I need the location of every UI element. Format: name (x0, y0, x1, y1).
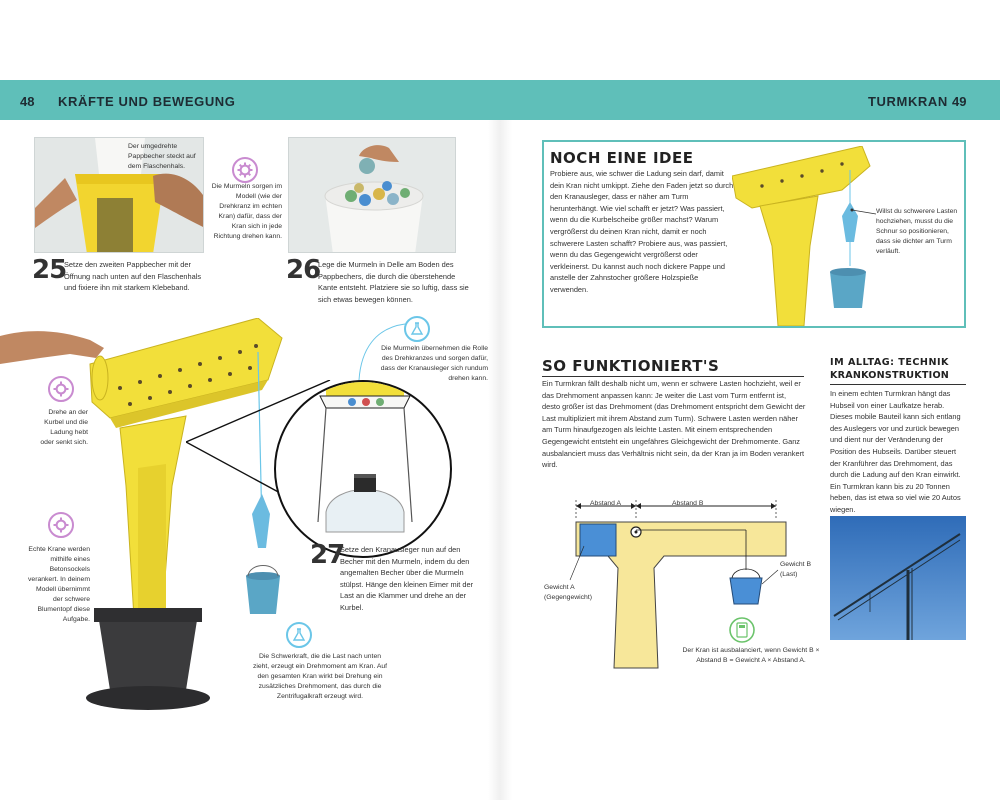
step-25-text: Setze den zweiten Pappbecher mit der Öffnung nach unten auf den Flaschenhals und fixiere ihn mit starkem Klebeband. (64, 260, 202, 293)
label-weight-a: Gewicht A (Gegengewicht) (544, 584, 592, 601)
diagram-counterweight (580, 524, 616, 556)
gear-icon-crank (48, 376, 74, 402)
photo1-caption: Der umgedrehte Pappbecher steckt auf dem Flaschenhals. (128, 143, 196, 170)
callout-marbles-pointer (355, 320, 415, 382)
right-section-title: TURMKRAN (868, 94, 948, 109)
step-25-number: 25 (32, 255, 67, 285)
idea-box-text: Probiere aus, wie schwer die Ladung sein darf, damit dein Kran nicht umkippt. Ziehe den Faden jetzt so durch den Kranausleger, dass er näher am Turm herunterhängt. Wie viel schafft er jetzt? Was passiert, wenn du die Kurbelscheibe größer machst? Warum vergrößerst du deinen Kran nicht, damit er noch schwerere Lasten schafft? Probiere aus, was passiert, wenn du das Gegengewicht vergrößerst oder verkleinerst. Du kannst auch noch dickere Pappe und anstelle der Zahnstocher größere Holzspieße verwenden. (550, 169, 734, 294)
callout-gravity: Die Schwerkraft, die die Last nach unten zieht, erzeugt ein Drehmoment am Kran. Auf den gesamten Kran wirkt bei Drehung ein zusätzliches Drehmoment, das durch die Zentrifugalkraft erzeugt wird. (252, 653, 388, 700)
hand-illustration (0, 331, 104, 364)
real-crane-illustration (830, 516, 966, 640)
photo-step-26 (288, 137, 456, 253)
idea-crane-tower (760, 196, 818, 326)
everyday-title-line2: KRANKONSTRUKTION (830, 370, 950, 381)
idea-bucket (830, 272, 866, 308)
callout-base: Echte Krane werden mithilfe eines Betonsockels verankert. In deinem Modell übernimmt der schwere Blumentopf diese Aufgabe. (28, 546, 90, 623)
how-it-works-text: Ein Turmkran fällt deshalb nicht um, wenn er schwere Lasten hochzieht, weil er das Drehmoment anpassen kann: Je weiter die Last vom Turm entfernt ist, desto größer ist das Drehmoment (das Drehmoment entspricht dem Gewicht der Last multipliziert mit ihrem Abstand zum Turm). Schwere Lasten werden näher am Turm hinaufgezogen als leichte Lasten. Mit einem entsprechenden Gegengewicht entsteht ein ungefähres Gleichgewicht der Drehmomente. Ganz ausbalanciert muss das Verhältnis nicht sein, da der Kran ja im Boden verankert wird. (542, 379, 806, 470)
idea-caption-pointer (848, 196, 878, 226)
gear-icon (232, 157, 258, 183)
left-section-title: KRÄFTE UND BEWEGUNG (58, 94, 236, 109)
gear-icon-base (48, 512, 74, 538)
zoom-detail-circle (274, 380, 452, 558)
calculator-icon (730, 618, 754, 642)
flask-icon-gravity (286, 622, 312, 648)
step-26-text: Lege die Murmeln in Delle am Boden des Pappbechers, die durch die überstehende Kante entsteht. Platziere sie so luftig, dass sie sich etwas bewegen können. (318, 260, 469, 304)
idea-box-caption: Willst du schwerere Lasten hochziehen, musst du die Schnur so positionieren, dass sie dichter am Turm verläuft. (876, 208, 958, 255)
label-distance-a: Abstand A (590, 500, 621, 507)
label-weight-b: Gewicht B (Last) (780, 561, 811, 578)
everyday-divider (830, 384, 966, 385)
step-26-number: 26 (286, 255, 321, 285)
step-27-number: 27 (310, 540, 345, 570)
real-crane-photo (830, 516, 966, 640)
diagram-bucket (730, 578, 762, 604)
flower-pot (98, 614, 198, 690)
everyday-text: In einem echten Turmkran hängt das Hubseil von einer Laufkatze herab. Dieses mobile Bauteil kann sich entlang des Auslegers vor und zurück bewegen und dient nur der Veränderung der Position des Hubseils. Darüber steuert der Kranführer das Drehmoment, das durch die Ladung auf den Kran einwirkt. Ein Turmkran kann bis zu 20 Tonnen heben, das ist etwa so viel wie 20 Autos wiegen. (830, 389, 961, 514)
crank-disk (92, 356, 108, 400)
zoom-detail-illustration (276, 382, 452, 558)
callout-crank: Drehe an der Kurbel und die Ladung hebt oder senkt sich. (40, 409, 88, 446)
label-distance-b: Abstand B (672, 500, 704, 507)
left-page-number: 48 (20, 94, 35, 109)
page-gutter (488, 120, 512, 800)
step-27-text: Setze den Kranausleger nun auf den Becher mit den Murmeln, indem du den angemalten Becher über die Murmeln stülpst. Hänge den kleinen Eimer mit der Last an die Klammer und drehe an der Kurbel. (340, 545, 474, 612)
right-page-number: 49 (952, 94, 967, 109)
side-note-marbles: Die Murmeln sorgen im Modell (wie der Drehkranz im echten Kran) dafür, dass der Kran sich in jede Richtung drehen kann. (211, 183, 282, 240)
load-bucket (246, 576, 280, 614)
label-balance: Der Kran ist ausbalanciert, wenn Gewicht B × Abstand B = Gewicht A × Abstand A. (682, 647, 820, 664)
idea-crane-photo (732, 146, 882, 326)
idea-box-title: NOCH EINE IDEE (550, 149, 694, 167)
how-it-works-title: SO FUNKTIONIERT'S (542, 357, 720, 375)
everyday-title-line1: IM ALLTAG: TECHNIK (830, 357, 949, 368)
callout-marbles: Die Murmeln übernehmen die Rolle des Drehkranzes und sorgen dafür, dass der Kranausleger sich rundum drehen kann. (380, 345, 488, 382)
photo-step-26-illustration (289, 138, 456, 253)
how-it-works-divider (542, 376, 804, 377)
